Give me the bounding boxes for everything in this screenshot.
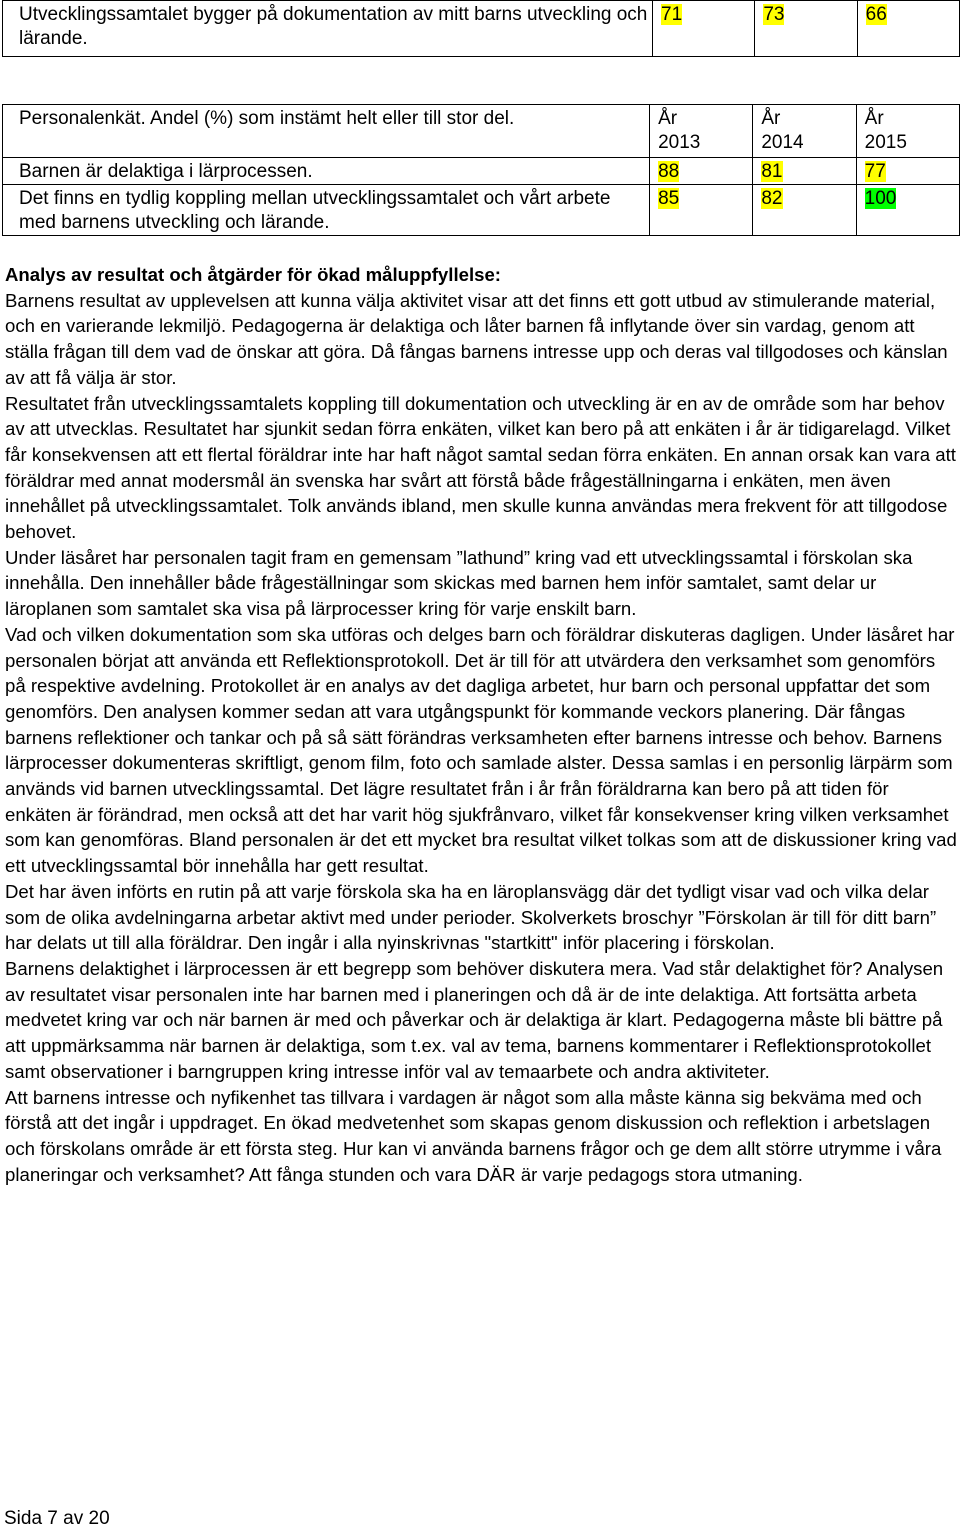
highlighted-value: 81 [761, 161, 783, 182]
value-2013 [653, 1, 755, 57]
highlighted-value: 88 [658, 161, 680, 182]
analysis-paragraph: Det har även införts en rutin på att varje förskola ska ha en läroplansvägg där det tydligt visar vad och vilka delar som de olika avdelningarna arbetar aktivt med under perioder. Skolverkets broschyr ”Förskolan är till för ditt barn” har delats ut till alla föräldrar. Den ingår i alla nyinskrivnas "startkitt" inför placering i förskolan. [5, 880, 937, 954]
staff-survey-table [2, 104, 960, 236]
highlighted-value: 66 [865, 4, 887, 25]
value-2013 [650, 158, 753, 185]
value-2014 [755, 1, 857, 57]
highlighted-value: 71 [661, 4, 683, 25]
analysis-section [5, 262, 958, 1187]
value-2015 [857, 1, 959, 57]
table-row [3, 185, 960, 236]
analysis-paragraph: Vad och vilken dokumentation som ska utföras och delges barn och föräldrar diskuteras dagligen. Under läsåret har personalen börjat att använda ett Reflektionsprotokoll. Det är till för att utvärdera den verksamhet som genomförs på respektive avdelning. Protokollet är en analys av det dagliga arbetet, hur barn och personal uppfattar det som genomförs. Den analysen kommer sedan att vara utgångspunkt för kommande veckors planering. Där fångas barnens reflektioner och tankar och på så sätt förändras verksamheten efter barnens intresse och behov. Barnens lärprocesser dokumenteras skriftligt, genom film, foto och samlade alster. Dessa samlas i en personlig lärpärm som används vid barnen utvecklingssamtal. Det lägre resultatet från i år från föräldrarna kan bero på att tiden för enkäten är förändrad, men också att det har varit hög sjukfrånvaro, vilket får konsekvenser kring vilken verksamhet som kan genomföras. Bland personalen är det ett mycket bra resultat vilket tolkas som att de diskussioner kring vad ett utvecklingssamtal bör innehålla har gett resultat. [5, 623, 957, 877]
value-2014 [753, 158, 856, 185]
analysis-paragraph: Barnens delaktighet i lärprocessen är ett begrepp som behöver diskutera mera. Vad står delaktighet för? Analysen av resultatet visar personalen inte har barnen med i planeringen och då är de inte delaktiga. Att fortsätta arbeta medvetet kring var och när barnen är med och påverkar och är delaktiga är klart. Pedagogerna måste bli bättre på att uppmärksamma när barnen är delaktiga, som t.ex. val av tema, barnens kommentarer i Reflektionsprotokollet samt observationer i barngruppen kring intresse inför val av temaarbete och andra aktiviteter. [5, 957, 944, 1082]
year-word: År [864, 108, 884, 129]
parent-survey-table [2, 0, 960, 57]
highlighted-value: 82 [761, 188, 783, 209]
highlighted-value: 77 [864, 161, 886, 182]
highlighted-value: 85 [658, 188, 680, 209]
statement-label: Utvecklingssamtalet bygger på dokumentation av mitt barns utveckling och lärande. [3, 1, 653, 57]
year-number: 2013 [658, 132, 701, 153]
page-number: Sida 7 av 20 [4, 1508, 110, 1529]
year-header-2014 [753, 105, 856, 158]
analysis-paragraph: Att barnens intresse och nyfikenhet tas tillvara i vardagen är något som alla måste känna sig bekväma med och förstå att det ingår i uppdraget. En ökad medvetenhet som skapas genom diskussion och reflektion i arbetslagen och förskolans område är ett första steg. Hur kan vi använda barnens frågor och ge dem allt större utrymme i våra planeringar och verksamhet? Att fånga stunden och vara DÄR är varje pedagogs stora utmaning. [5, 1086, 942, 1185]
analysis-paragraph: Barnens resultat av upplevelsen att kunna välja aktivitet visar att det finns ett gott utbud av stimulerande material, och en varierande lekmiljö. Pedagogerna är delaktiga och låter barnen få inflytande över sin vardag, genom att ställa frågan till dem vad de önskar att göra. Då fångas barnens intresse upp och deras val tillgodoses och känslan av att få välja är stor. [5, 289, 948, 388]
highlighted-value: 100 [864, 188, 897, 209]
value-2014 [753, 185, 856, 236]
analysis-paragraph: Resultatet från utvecklingssamtalets koppling till dokumentation och utveckling är en av de område som har behov av att utvecklas. Resultatet har sjunkit sedan förra enkäten, vilket kan bero på att enkäten i år är tidigarelagd. Vilket får konsekvensen att ett flertal föräldrar inte har haft något samtal sedan förra enkäten. En annan orsak kan vara att föräldrar med annat modersmål än svenska har svårt att förstå både frågeställningarna i enkäten, men även innehållet på utvecklingssamtalet. Tolk används ibland, men skulle kunna användas mera frekvent för att tillgodose behovet. [5, 392, 956, 543]
highlighted-value: 73 [763, 4, 785, 25]
statement-label: Det finns en tydlig koppling mellan utvecklingssamtalet och vårt arbete med barnens utveckling och lärande. [3, 185, 650, 236]
analysis-paragraph: Under läsåret har personalen tagit fram en gemensam ”lathund” kring vad ett utvecklingssamtal i förskolan ska innehålla. Den innehåller både frågeställningar som skickas med barnen hem inför samtalet, samt delar ur läroplanen som samtalet ska visa på lärprocesser kring för varje enskilt barn. [5, 546, 913, 620]
table-header-row [3, 105, 960, 158]
year-number: 2014 [761, 132, 804, 153]
table-row [3, 1, 960, 57]
year-word: År [761, 108, 781, 129]
statement-label: Barnen är delaktiga i lärprocessen. [3, 158, 650, 185]
value-2013 [650, 185, 753, 236]
analysis-heading: Analys av resultat och åtgärder för ökad måluppfyllelse: [5, 264, 501, 285]
year-header-2013 [650, 105, 753, 158]
year-header-2015 [856, 105, 959, 158]
value-2015 [856, 158, 959, 185]
table-row [3, 158, 960, 185]
staff-survey-title: Personalenkät. Andel (%) som instämt helt eller till stor del. [3, 105, 650, 158]
year-number: 2015 [864, 132, 907, 153]
value-2015 [856, 185, 959, 236]
year-word: År [658, 108, 678, 129]
